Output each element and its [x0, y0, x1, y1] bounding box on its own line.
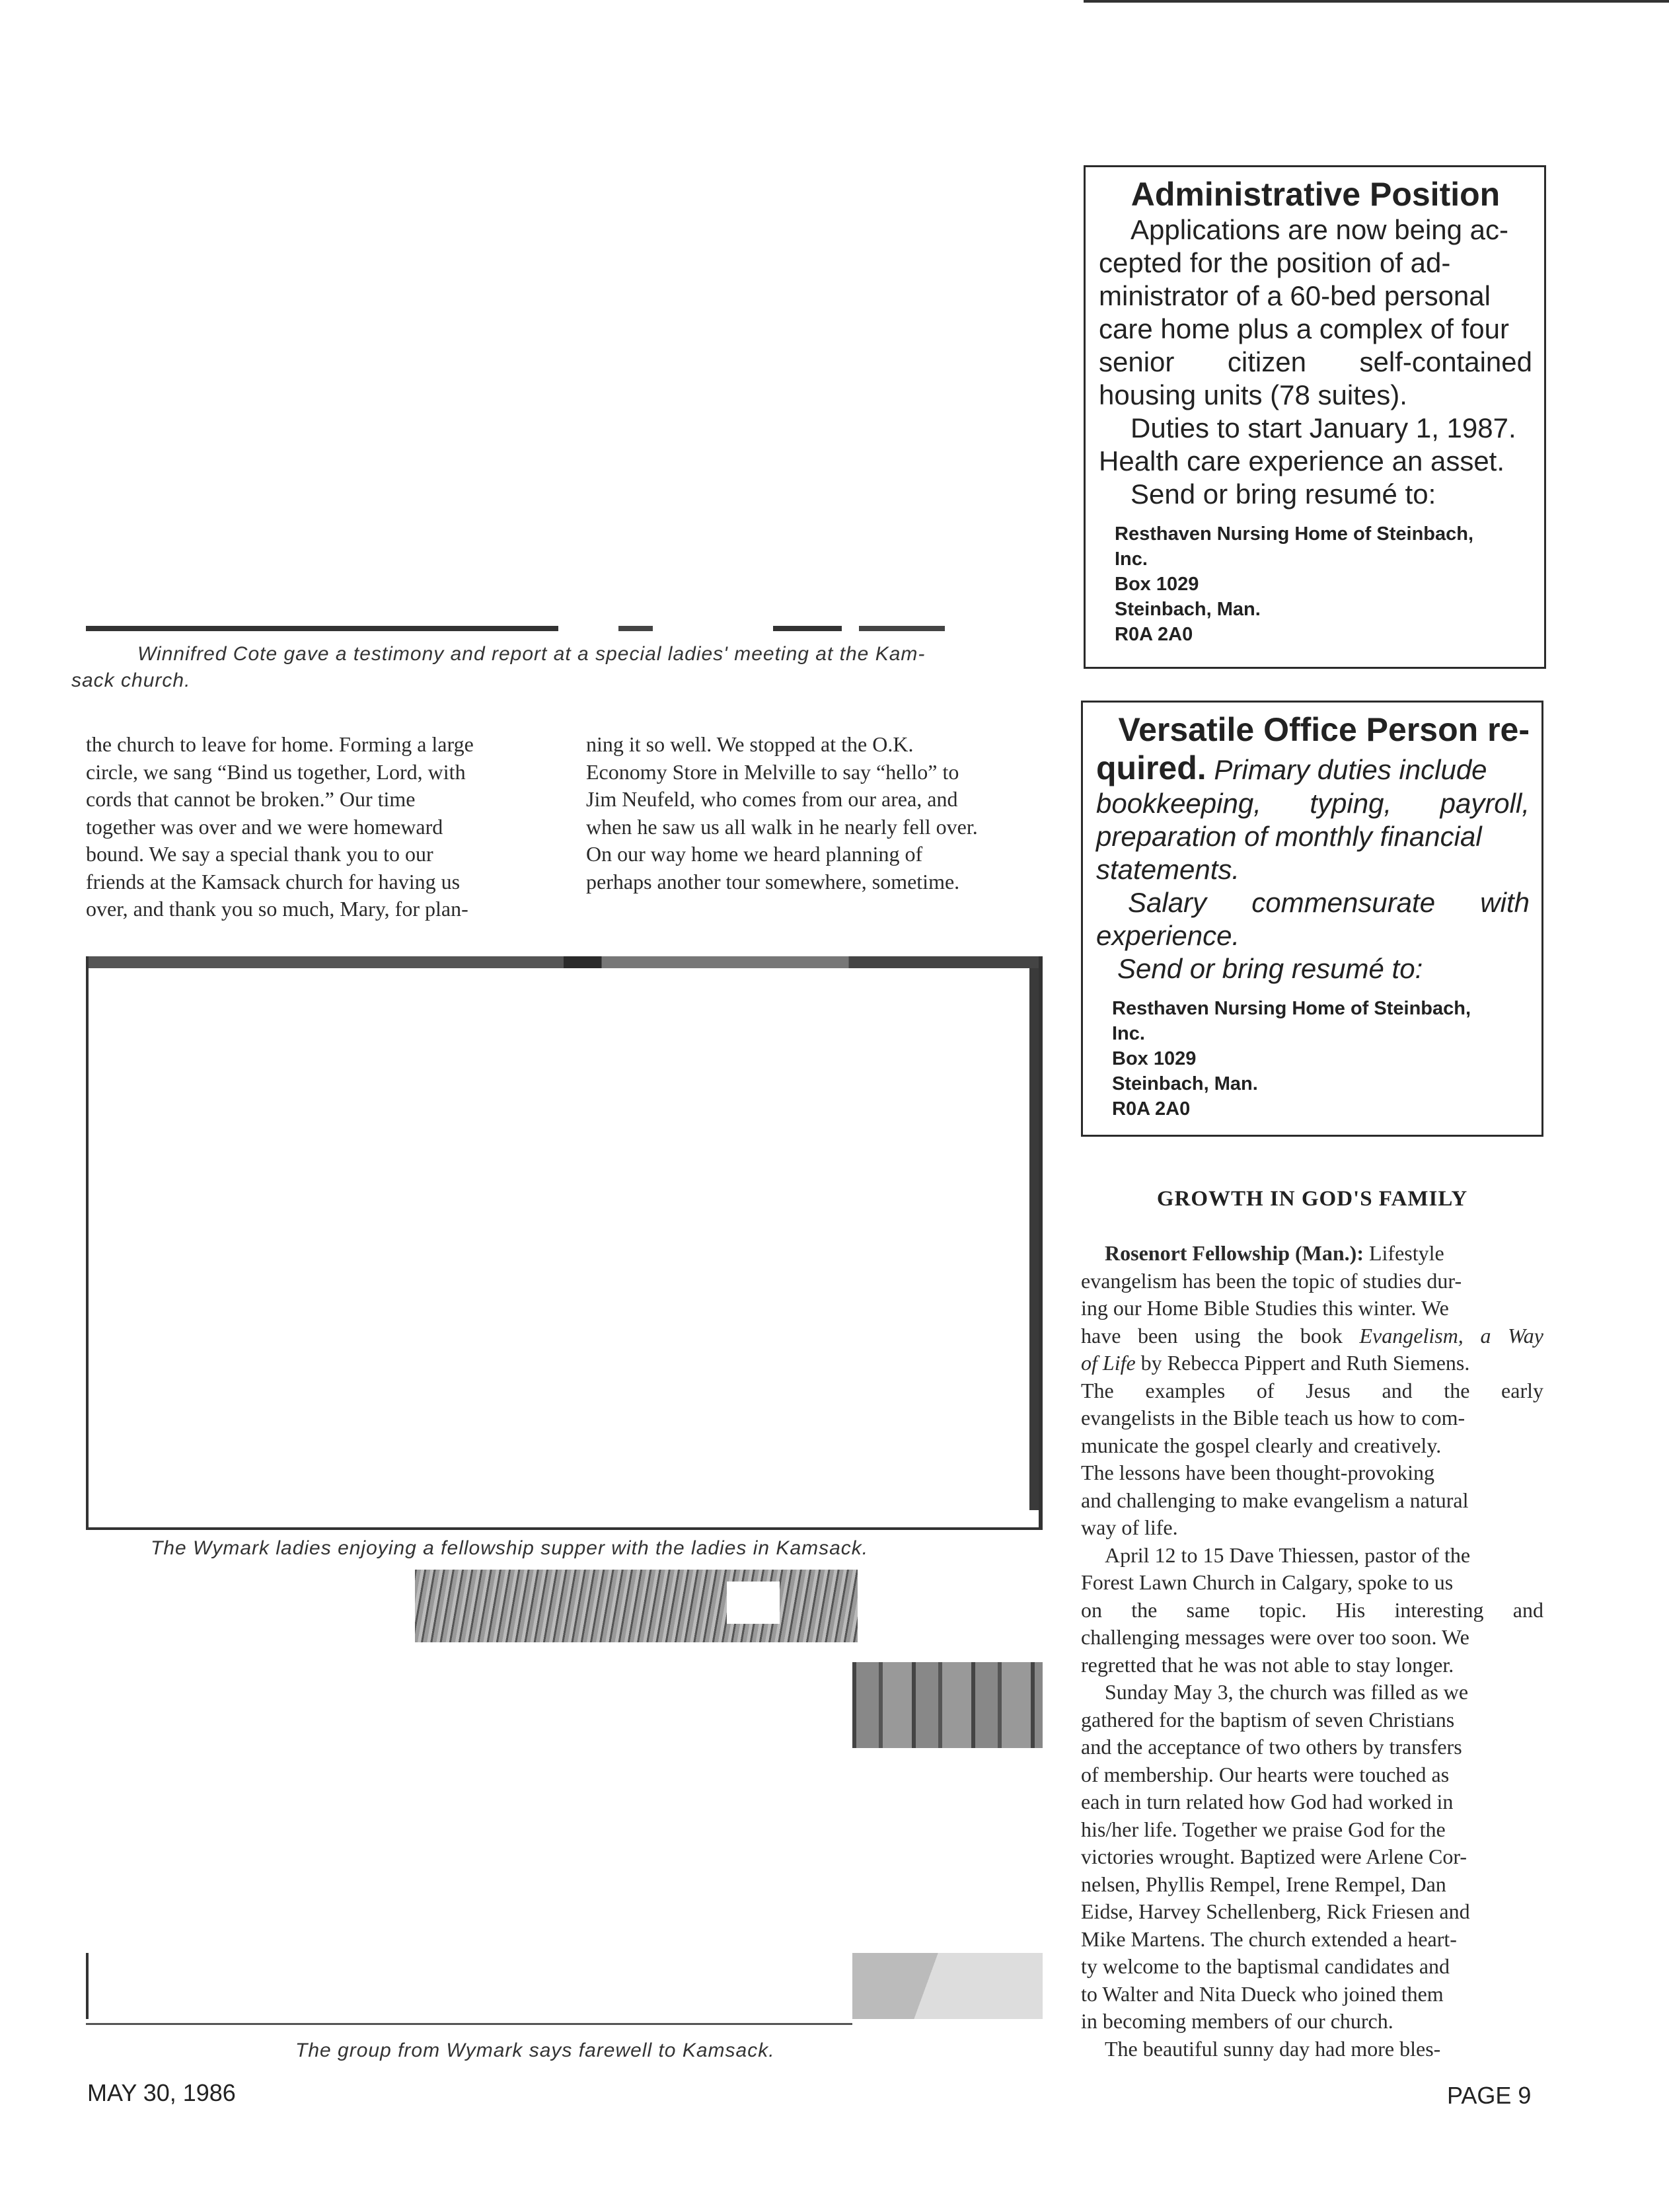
growth-line: Forest Lawn Church in Calgary, spoke to us	[1081, 1570, 1454, 1594]
ad-1-title: Administrative Position	[1131, 176, 1501, 213]
ad-1-body	[1099, 213, 1532, 511]
ad-2-line: Salary commensurate with	[1128, 887, 1530, 918]
growth-line: have been using the book	[1081, 1323, 1343, 1348]
growth-line: challenging messages were over too soon. We	[1081, 1625, 1469, 1649]
ad-1-line: cepted for the position of ad-	[1099, 247, 1451, 278]
ad-1-address-line: Box 1029	[1115, 574, 1199, 595]
growth-line: on the same topic. His interesting and	[1081, 1597, 1543, 1622]
ad-1-line: ministrator of a 60-bed personal	[1099, 280, 1491, 311]
growth-line: The lessons have been thought-provoking	[1081, 1461, 1434, 1484]
article-line: cords that cannot be broken.” Our time	[86, 787, 416, 811]
photo-1-caption-line-1: Winnifred Cote gave a testimony and report at a special ladies' meeting at the Kam-	[137, 643, 926, 665]
article-line: bound. We say a special thank you to our	[86, 842, 433, 866]
ad-1-line: Applications are now being ac-	[1131, 214, 1509, 245]
ad-2-address-line: Resthaven Nursing Home of Steinbach,	[1112, 998, 1471, 1019]
ad-2-title-line-1: Versatile Office Person re-	[1118, 711, 1530, 748]
growth-line: Sunday May 3, the church was filled as we	[1105, 1680, 1469, 1704]
ad-administrative-position	[1084, 165, 1546, 669]
growth-heading: GROWTH IN GOD'S FAMILY	[1156, 1187, 1468, 1211]
ad-2-address-line: Box 1029	[1112, 1048, 1197, 1069]
ad-2-line: experience.	[1096, 920, 1240, 951]
ad-1-address-line: R0A 2A0	[1115, 624, 1193, 645]
growth-line: Eidse, Harvey Schellenberg, Rick Friesen and	[1081, 1899, 1470, 1923]
growth-line: nelsen, Phyllis Rempel, Irene Rempel, Dan	[1081, 1872, 1446, 1896]
growth-book-title: Evangelism, a Way	[1359, 1323, 1544, 1348]
growth-line: regretted that he was not able to stay longer.	[1081, 1652, 1454, 1677]
article-column-2	[586, 731, 1051, 896]
growth-line: and challenging to make evangelism a natural	[1081, 1488, 1469, 1512]
ad-2-address	[1096, 996, 1530, 1122]
ad-2-address-line: R0A 2A0	[1112, 1098, 1191, 1120]
ad-2-body	[1096, 749, 1530, 985]
ad-1-address-line: Steinbach, Man.	[1115, 599, 1261, 620]
article-line: On our way home we heard planning of	[586, 842, 923, 866]
article-line: together was over and we were homeward	[86, 814, 443, 839]
photo-3	[86, 1570, 1043, 2032]
growth-line: April 12 to 15 Dave Thiessen, pastor of the	[1105, 1543, 1471, 1567]
ad-2-line: Send or bring resumé to:	[1117, 953, 1423, 984]
ad-2-line: preparation of monthly financial	[1096, 821, 1482, 852]
ad-1-line: Send or bring resumé to:	[1131, 478, 1436, 510]
growth-line: ty welcome to the baptismal candidates and	[1081, 1954, 1450, 1978]
article-line: when he saw us all walk in he nearly fell over.	[586, 814, 978, 839]
photo-3-caption: The group from Wymark says farewell to Kamsack.	[295, 2040, 775, 2061]
growth-line: way of life.	[1081, 1515, 1178, 1539]
ad-1-line: senior citizen self-contained	[1099, 346, 1532, 377]
photo-3-blank	[727, 1582, 780, 1624]
article-line: Jim Neufeld, who comes from our area, and	[586, 787, 958, 811]
growth-line: and the acceptance of two others by transfers	[1081, 1735, 1462, 1759]
article-line: Economy Store in Melville to say “hello” to	[586, 759, 959, 784]
growth-line: in becoming members of our church.	[1081, 2009, 1393, 2033]
ad-2-address-line: Inc.	[1112, 1023, 1145, 1044]
ad-2-line: statements.	[1096, 854, 1240, 885]
photo-3-left-edge	[86, 1953, 89, 2019]
article-column-1	[86, 731, 550, 923]
growth-line: Mike Martens. The church extended a heart-	[1081, 1926, 1457, 1951]
photo-2-top-strip	[89, 956, 1039, 968]
top-rule	[1084, 0, 1669, 3]
growth-line: to Walter and Nita Dueck who joined them	[1081, 1981, 1444, 2006]
article-line: the church to leave for home. Forming a large	[86, 732, 474, 756]
photo-3-bus-window	[852, 1662, 1043, 1748]
ad-1-line: Duties to start January 1, 1987.	[1131, 412, 1516, 443]
ad-2-title-line-2: quired.	[1096, 749, 1206, 786]
growth-line: The examples of Jesus and the early	[1081, 1378, 1543, 1402]
ad-2-address-line: Steinbach, Man.	[1112, 1073, 1258, 1094]
ad-1-address-line: Inc.	[1115, 549, 1148, 570]
growth-line: of membership. Our hearts were touched as	[1081, 1762, 1450, 1786]
growth-lead: Rosenort Fellowship (Man.):	[1105, 1241, 1364, 1265]
photo-2-right-strip	[1029, 968, 1039, 1510]
ad-versatile-office-person	[1081, 701, 1543, 1137]
growth-line: evangelists in the Bible teach us how to com-	[1081, 1406, 1465, 1430]
footer-page-number: PAGE 9	[1447, 2082, 1532, 2109]
growth-line: his/her life. Together we praise God for the	[1081, 1817, 1446, 1841]
article-line: friends at the Kamsack church for having us	[86, 869, 461, 894]
photo-2-caption: The Wymark ladies enjoying a fellowship supper with the ladies in Kamsack.	[151, 1537, 869, 1559]
ad-1-line: housing units (78 suites).	[1099, 379, 1407, 410]
article-line: perhaps another tour somewhere, sometime.	[586, 869, 960, 894]
article-line: circle, we sang “Bind us together, Lord, with	[86, 759, 466, 784]
photo-1-caption-line-2: sack church.	[71, 669, 191, 691]
growth-line: by Rebecca Pippert and Ruth Siemens.	[1140, 1351, 1470, 1375]
growth-line: gathered for the baptism of seven Christians	[1081, 1707, 1455, 1732]
ad-1-address	[1099, 521, 1532, 647]
ad-1-line: Health care experience an asset.	[1099, 445, 1505, 477]
article-line: ning it so well. We stopped at the O.K.	[586, 732, 914, 756]
growth-book-title-cont: of Life	[1081, 1351, 1136, 1375]
photo-1-edge	[86, 626, 945, 631]
ad-2-line: bookkeeping, typing, payroll,	[1096, 788, 1530, 819]
growth-line: each in turn related how God had worked in	[1081, 1790, 1454, 1813]
growth-line: evangelism has been the topic of studies dur-	[1081, 1268, 1462, 1293]
ad-1-address-line: Resthaven Nursing Home of Steinbach,	[1115, 523, 1474, 545]
photo-3-trees	[415, 1570, 858, 1642]
photo-2	[86, 956, 1043, 1530]
growth-line: victories wrought. Baptized were Arlene Cor-	[1081, 1845, 1467, 1868]
growth-line: Lifestyle	[1368, 1241, 1444, 1265]
growth-line: ing our Home Bible Studies this winter. We	[1081, 1296, 1449, 1320]
photo-1-caption	[71, 641, 1062, 694]
photo-3-bottom-edge	[86, 2023, 852, 2025]
footer-date: MAY 30, 1986	[87, 2079, 236, 2106]
growth-line: The beautiful sunny day had more bles-	[1105, 2036, 1441, 2061]
growth-article	[1081, 1240, 1543, 2063]
photo-3-road	[852, 1953, 1043, 2019]
ad-1-line: care home plus a complex of four	[1099, 313, 1509, 344]
article-line: over, and thank you so much, Mary, for plan-	[86, 897, 468, 921]
ad-2-line: Primary duties include	[1214, 754, 1487, 785]
growth-line: municate the gospel clearly and creatively.	[1081, 1433, 1442, 1457]
